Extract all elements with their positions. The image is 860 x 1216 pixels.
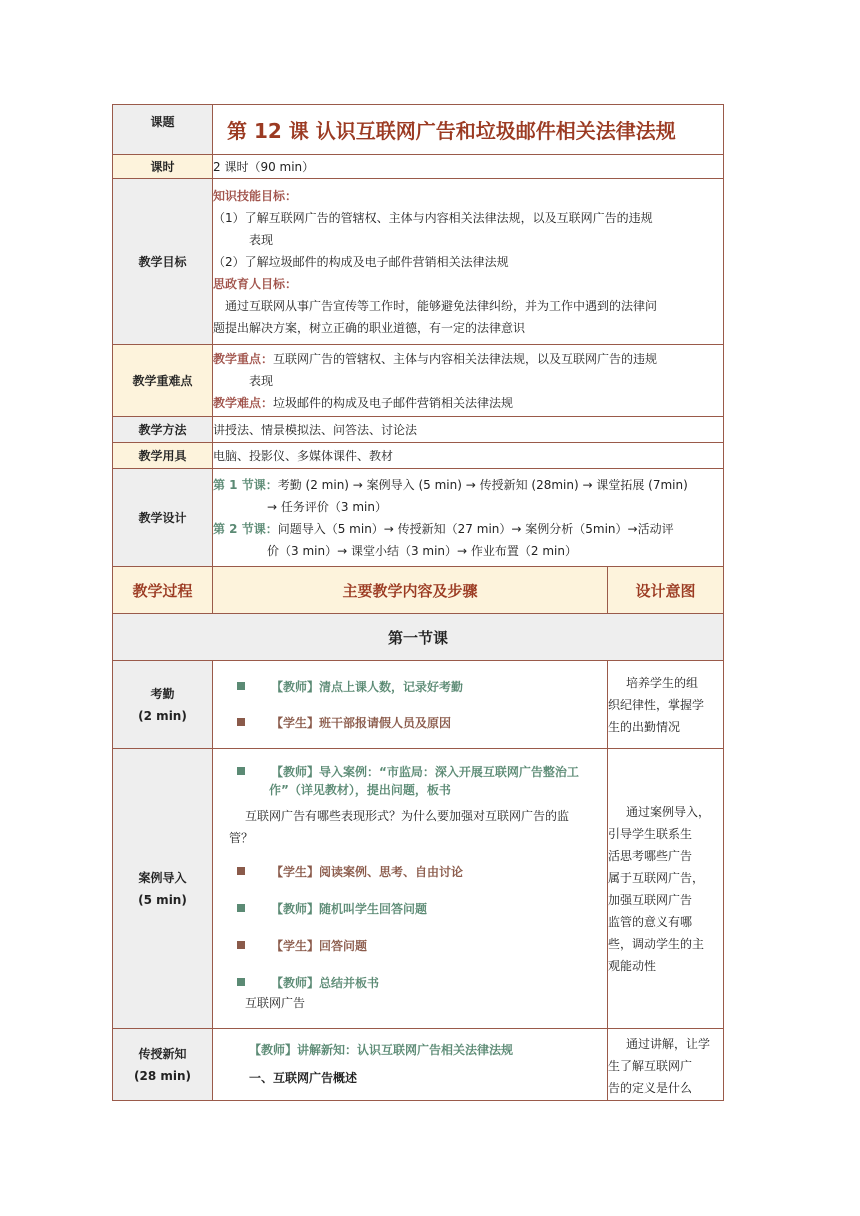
tools-value: 电脑、投影仪、多媒体课件、教材 [213, 443, 724, 469]
case-board-text: 互联网广告 [245, 996, 306, 1010]
attendance-row [113, 661, 724, 749]
process-header-content: 主要教学内容及步骤 [213, 567, 608, 614]
goal-paragraph: 通过互联网从事广告宣传等工作时，能够避免法律纠纷，并为工作中遇到的法律问 [225, 298, 658, 313]
topic-row [113, 105, 724, 155]
case-label [113, 749, 213, 1029]
lesson-title: 第 12 课 认识互联网广告和垃圾邮件相关法律法规 [213, 105, 724, 155]
square-bullet-icon [237, 904, 245, 912]
section-title-row [113, 614, 724, 661]
design-session-2-label: 第 2 节课： [213, 521, 278, 536]
attendance-label-time: (2 min) [138, 708, 187, 723]
key-point-text-cont: 表现 [249, 373, 274, 388]
key-points-row [113, 345, 724, 417]
key-point-text: 互联网广告的管辖权、主体与内容相关法律法规，以及互联网广告的违规 [273, 351, 658, 366]
teach-subheading: 一、互联网广告概述 [249, 1071, 358, 1085]
goal-subheading-knowledge: 知识技能目标： [213, 188, 298, 203]
teach-teacher-line: 【教师】讲解新知：认识互联网广告相关法律法规 [249, 1043, 514, 1057]
case-question-cont: 管？ [229, 831, 254, 845]
goal-item-1: （1）了解互联网广告的管辖权、主体与内容相关法律法规，以及互联网广告的违规 [213, 210, 653, 225]
process-header-stage: 教学过程 [113, 567, 213, 614]
section-title: 第一节课 [113, 614, 724, 661]
case-label-time: (5 min) [138, 892, 187, 907]
process-header-row [113, 567, 724, 614]
goal-paragraph-cont: 题提出解决方案，树立正确的职业道德，有一定的法律意识 [213, 320, 526, 335]
goal-subheading-ideology: 思政育人目标： [213, 276, 298, 291]
design-session-2-text: 问题导入（5 min）→ 传授新知（27 min）→ 案例分析（5min）→活动评 [277, 521, 674, 536]
case-content [213, 749, 608, 1029]
case-step-student-answer: 【学生】回答问题 [229, 937, 601, 955]
case-row [113, 749, 724, 1029]
square-bullet-icon [237, 718, 245, 726]
attendance-content [213, 661, 608, 749]
goals-label: 教学目标 [113, 179, 213, 345]
teach-label [113, 1029, 213, 1101]
goals-content [213, 179, 724, 345]
design-session-2-cont: 价（3 min）→ 课堂小结（3 min）→ 作业布置（2 min） [267, 543, 577, 558]
hours-row [113, 155, 724, 179]
hours-value: 2 课时（90 min） [213, 155, 724, 179]
design-label: 教学设计 [113, 469, 213, 567]
goals-row [113, 179, 724, 345]
key-points-label: 教学重难点 [113, 345, 213, 417]
design-session-1-cont: → 任务评价（3 min） [267, 499, 387, 514]
goal-item-1-cont: 表现 [249, 232, 274, 247]
key-points-content [213, 345, 724, 417]
case-step-teacher-intro-cont: 作”（详见教材），提出问题，板书 [269, 783, 451, 797]
design-row [113, 469, 724, 567]
square-bullet-icon [237, 978, 245, 986]
case-intent: 通过案例导入， 引导学生联系生 活思考哪些广告 属于互联网广告， 加强互联网广告 监管的意义有哪 些，调动学生的主 观能动性 [608, 749, 724, 1029]
goal-item-2: （2）了解垃圾邮件的构成及电子邮件营销相关法律法规 [213, 254, 509, 269]
design-session-1-label: 第 1 节课： [213, 477, 278, 492]
case-question: 互联网广告有哪些表现形式？为什么要加强对互联网广告的监 [245, 809, 570, 823]
key-point-label: 教学重点： [213, 351, 274, 366]
case-step-teacher-intro: 【教师】导入案例：“市监局：深入开展互联网广告整治工 [229, 763, 601, 781]
attendance-intent: 培养学生的组 织纪律性，掌握学 生的出勤情况 [608, 661, 724, 749]
square-bullet-icon [237, 767, 245, 775]
process-header-intent: 设计意图 [608, 567, 724, 614]
tools-label: 教学用具 [113, 443, 213, 469]
lesson-plan [112, 104, 723, 1101]
case-step-teacher-summary: 【教师】总结并板书 [229, 974, 601, 992]
teach-label-name: 传授新知 [138, 1046, 187, 1061]
square-bullet-icon [237, 867, 245, 875]
design-session-1-text: 考勤 (2 min) → 案例导入 (5 min) → 传授新知 (28min) → 课堂拓展 (7min) [277, 477, 688, 492]
teach-intent: 通过讲解，让学 生了解互联网广 告的定义是什么 [608, 1029, 724, 1101]
hours-label: 课时 [113, 155, 213, 179]
topic-label: 课题 [113, 105, 213, 155]
teach-label-time: (28 min) [133, 1068, 191, 1083]
square-bullet-icon [237, 682, 245, 690]
case-label-name: 案例导入 [138, 870, 187, 885]
case-step-teacher-ask: 【教师】随机叫学生回答问题 [229, 900, 601, 918]
square-bullet-icon [237, 941, 245, 949]
method-label: 教学方法 [113, 417, 213, 443]
attendance-label [113, 661, 213, 749]
tools-row [113, 443, 724, 469]
attendance-step-student: 【学生】班干部报请假人员及原因 [229, 714, 601, 732]
teach-content [213, 1029, 608, 1101]
difficulty-text: 垃圾邮件的构成及电子邮件营销相关法律法规 [273, 395, 514, 410]
method-value: 讲授法、情景模拟法、问答法、讨论法 [213, 417, 724, 443]
attendance-label-name: 考勤 [150, 686, 175, 701]
lesson-plan-table [112, 104, 724, 1101]
difficulty-label: 教学难点： [213, 395, 274, 410]
method-row [113, 417, 724, 443]
teach-row [113, 1029, 724, 1101]
case-step-student-read: 【学生】阅读案例、思考、自由讨论 [229, 863, 601, 881]
attendance-step-teacher: 【教师】清点上课人数，记录好考勤 [229, 678, 601, 696]
design-content [213, 469, 724, 567]
